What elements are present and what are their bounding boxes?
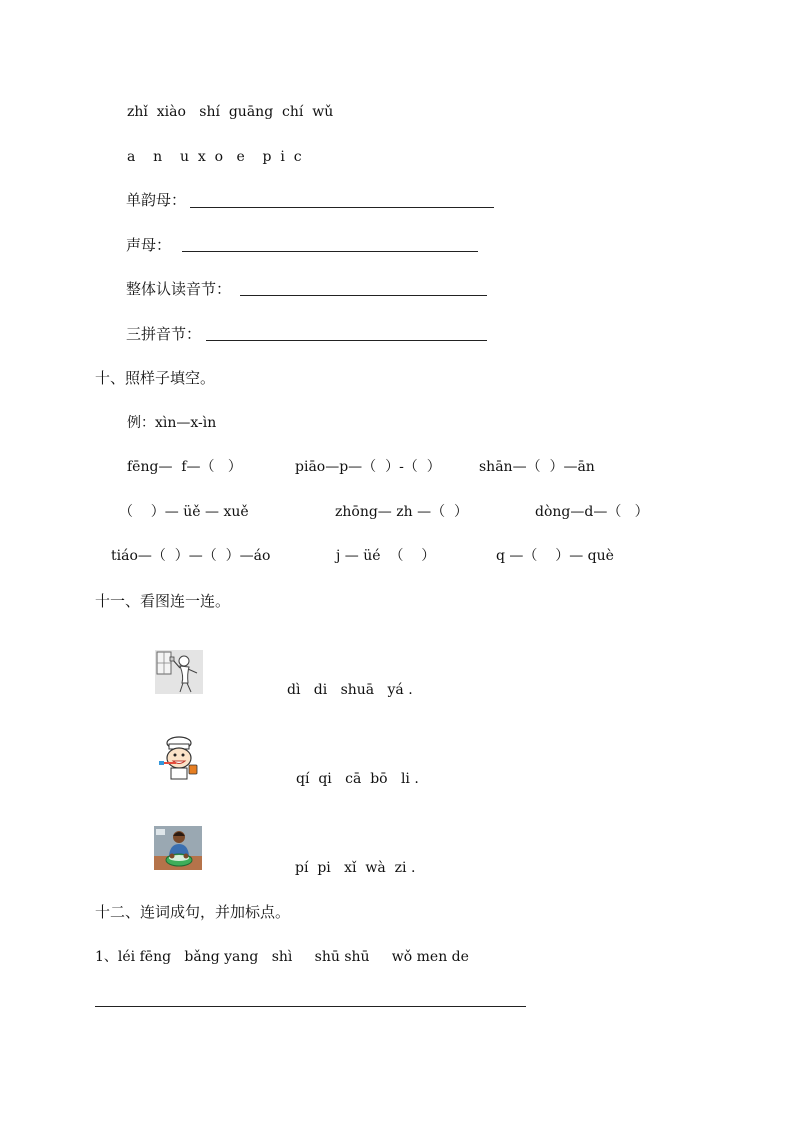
- pinyin-option-2[interactable]: qí qi cā bō li .: [296, 771, 419, 787]
- field-label-whole-syllables: 整体认读音节：: [126, 280, 232, 298]
- section-10-example: 例：xìn—x-ìn: [127, 415, 217, 431]
- field-label-single-finals: 单韵母：: [126, 191, 187, 209]
- fill-item-3-1[interactable]: tiáo—（ ）—（ ）—áo: [111, 548, 271, 564]
- syllable-row: zhǐ xiào shí guāng chí wǔ: [127, 104, 334, 120]
- fill-item-1-3[interactable]: shān—（ ）—ān: [479, 459, 595, 475]
- fill-item-2-2[interactable]: zhōng— zh —（ ）: [335, 504, 468, 520]
- fill-item-1-1[interactable]: fēng— f—（ ）: [127, 459, 242, 475]
- fill-item-3-2[interactable]: j — üé （ ）: [336, 548, 436, 564]
- section-12-heading: 十二、连词成句，并加标点。: [95, 903, 291, 921]
- washing-window-picture[interactable]: [155, 650, 203, 694]
- fill-item-3-3[interactable]: q —（ ）— què: [496, 548, 614, 564]
- answer-line-initials[interactable]: [182, 251, 478, 252]
- answer-line-whole-syllables[interactable]: [240, 295, 487, 296]
- field-label-three-part-syllables: 三拼音节：: [126, 325, 202, 343]
- pinyin-option-3[interactable]: pí pi xǐ wà zi .: [295, 860, 416, 876]
- question-1-answer-line[interactable]: [95, 1006, 526, 1007]
- answer-line-three-part-syllables[interactable]: [206, 340, 487, 341]
- question-1-words: 1、léi fēng bǎng yang shì shū shū wǒ men de: [95, 949, 469, 965]
- chef-brushing-teeth-picture[interactable]: [154, 735, 202, 783]
- letter-row: a n u x o e p i c: [127, 149, 302, 165]
- fill-item-2-3[interactable]: dòng—d—（ ）: [535, 504, 649, 520]
- section-10-heading: 十、照样子填空。: [95, 369, 216, 387]
- fill-item-2-1[interactable]: （ ）— üě — xuě: [119, 504, 249, 520]
- answer-line-single-finals[interactable]: [190, 207, 494, 208]
- boy-washing-clothes-picture[interactable]: [154, 826, 202, 870]
- field-label-initials: 声母：: [126, 236, 176, 254]
- section-11-heading: 十一、看图连一连。: [95, 592, 231, 610]
- fill-item-1-2[interactable]: piāo—p—（ ）-（ ）: [295, 459, 441, 475]
- pinyin-option-1[interactable]: dì di shuā yá .: [287, 682, 413, 698]
